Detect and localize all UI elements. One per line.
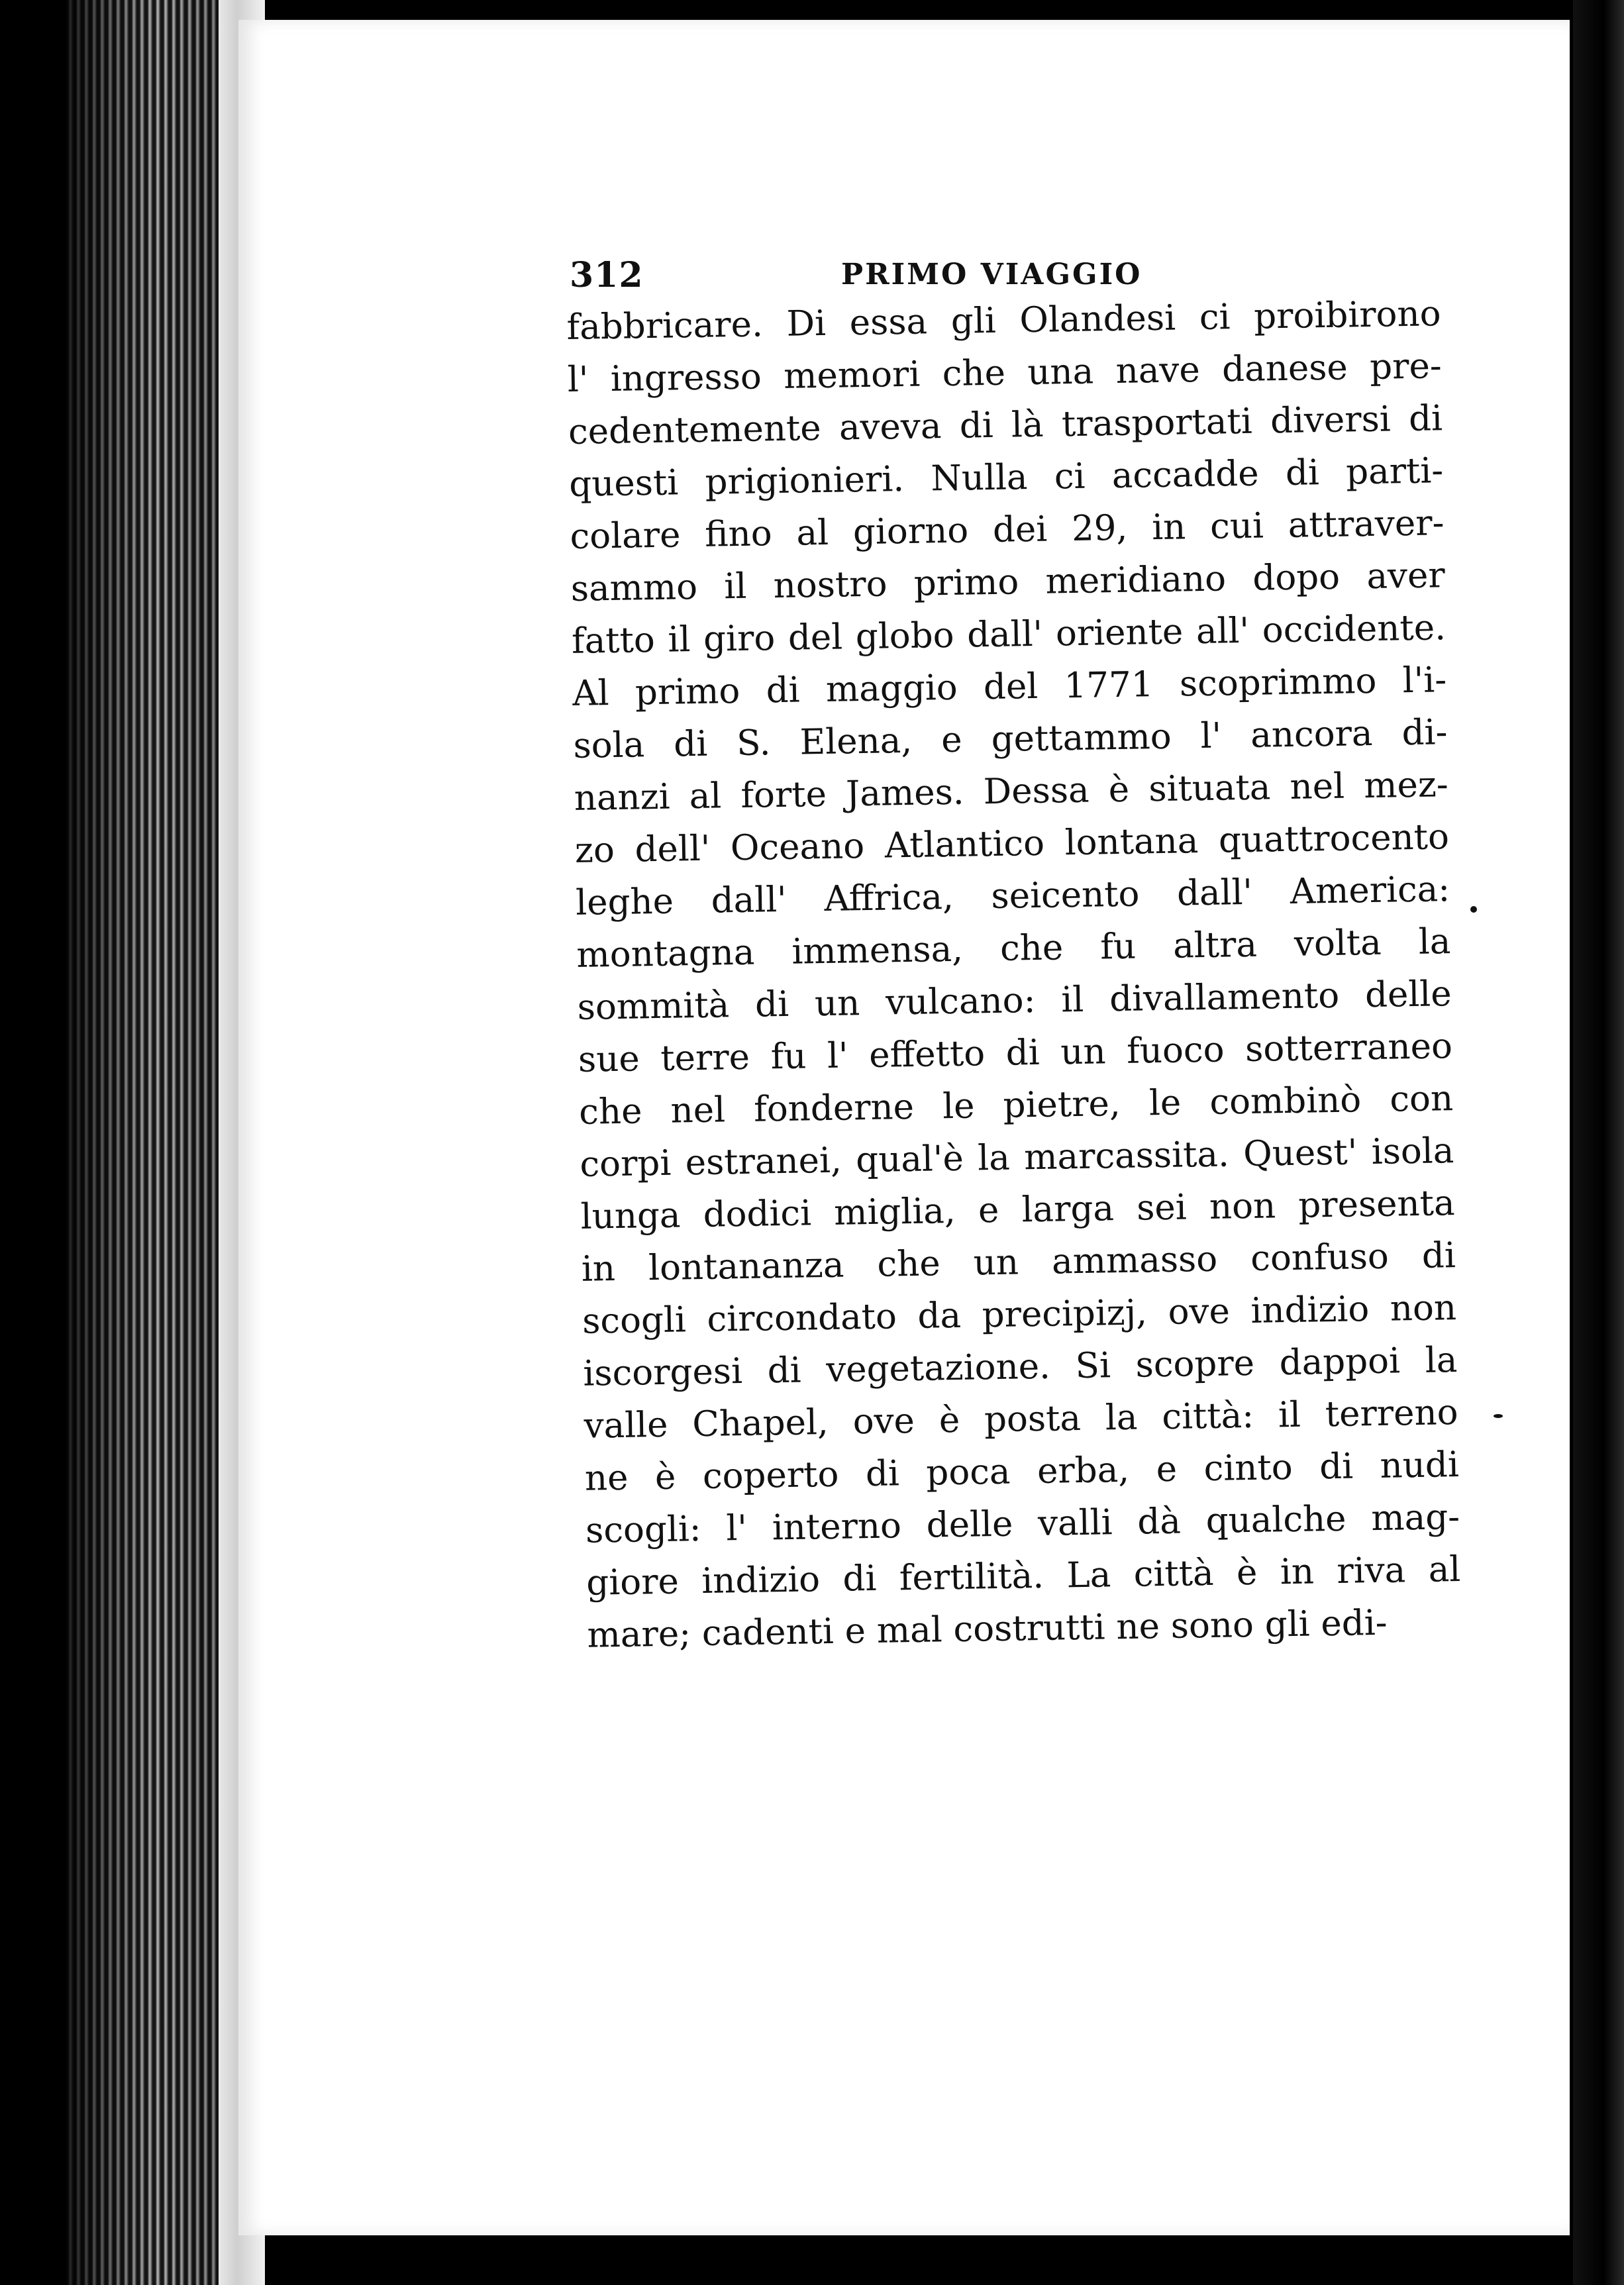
text-line: nanzi al forte James. Dessa è situata nel mez-	[574, 764, 1449, 819]
page-number: 312	[570, 255, 644, 295]
text-line: fabbricare. Di essa gli Olandesi ci proibirono	[566, 293, 1441, 348]
text-line: l' ingresso memori che una nave danese pre-	[567, 346, 1443, 400]
text-line: colare fino al giorno dei 29, in cui attraver-	[570, 503, 1445, 557]
text-line: scogli: l' interno delle valli dà qualche mag-	[585, 1497, 1460, 1551]
right-scan-border	[1573, 0, 1624, 2285]
text-line: Al primo di maggio del 1771 scoprimmo l'i-	[572, 660, 1447, 714]
text-line: valle Chapel, ove è posta la città: il terreno	[584, 1392, 1458, 1447]
running-title: PRIMO VIAGGIO	[841, 258, 1142, 291]
text-line: corpi estranei, qual'è la marcassita. Quest' isola	[579, 1131, 1454, 1185]
text-line: sola di S. Elena, e gettammo l' ancora di-	[573, 712, 1448, 766]
text-line: giore indizio di fertilità. La città è in riva al	[585, 1549, 1461, 1603]
text-line: sue terre fu l' effetto di un fuoco sotterraneo	[578, 1026, 1453, 1080]
ink-speck	[1494, 1414, 1503, 1418]
body-text	[566, 287, 1464, 1824]
text-line: sommità di un vulcano: il divallamento delle	[577, 974, 1452, 1028]
text-line: fatto il giro del globo dall' oriente all' occidente.	[571, 607, 1446, 662]
text-line: scogli circondato da precipizj, ove indizio non	[582, 1288, 1457, 1342]
text-line: sammo il nostro primo meridiano dopo aver	[570, 555, 1446, 609]
text-line: leghe dall' Affrica, seicento dall' America:	[575, 869, 1450, 923]
text-line: iscorgesi di vegetazione. Si scopre dappoi la	[582, 1340, 1458, 1394]
text-line: che nel fonderne le pietre, le combinò con	[578, 1078, 1454, 1133]
text-line: in lontananza che un ammasso confuso di	[581, 1235, 1456, 1290]
page-header	[570, 255, 1232, 295]
text-line: montagna immensa, che fu altra volta la	[576, 921, 1451, 976]
text-line: cedentemente aveva di là trasportati diversi di	[568, 398, 1443, 452]
text-line: zo dell' Oceano Atlantico lontana quattrocento	[574, 817, 1450, 871]
text-line: questi prigionieri. Nulla ci accadde di parti-	[568, 450, 1444, 505]
text-line: ne è coperto di poca erba, e cinto di nudi	[584, 1445, 1460, 1499]
ink-speck	[1470, 906, 1477, 913]
text-line: mare; cadenti e mal costrutti ne sono gli edi-	[587, 1602, 1388, 1656]
text-line: lunga dodici miglia, e larga sei non presenta	[580, 1183, 1456, 1237]
